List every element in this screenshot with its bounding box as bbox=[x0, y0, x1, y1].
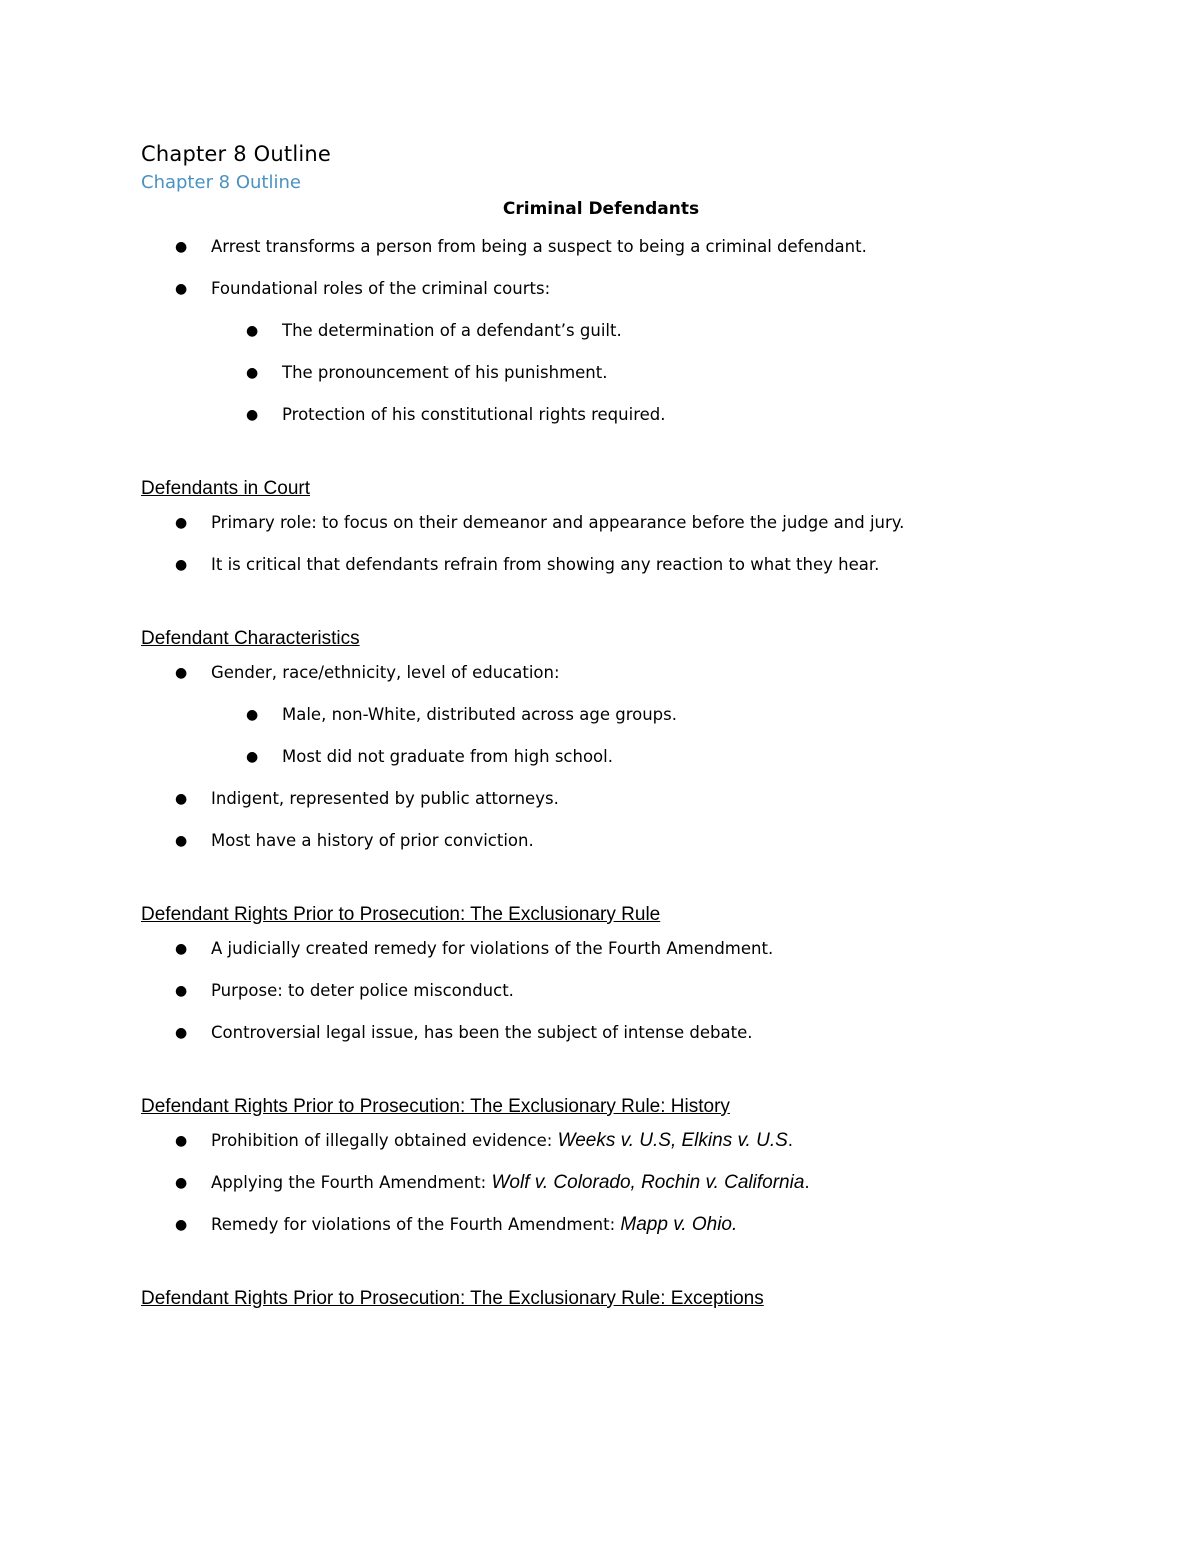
bullet-icon: ● bbox=[175, 665, 188, 681]
sub-list-item: ● Most did not graduate from high school. bbox=[141, 736, 1081, 778]
list-item: ● Controversial legal issue, has been the subject of intense debate. bbox=[141, 1012, 1081, 1054]
intro-sublist bbox=[141, 310, 1081, 436]
bullet-icon: ● bbox=[175, 941, 188, 957]
bullet-icon: ● bbox=[175, 557, 188, 573]
bullet-icon: ● bbox=[175, 239, 188, 255]
characteristics-list-continued bbox=[141, 778, 1081, 862]
exclusionary-rule-list bbox=[141, 928, 1081, 1054]
bullet-icon: ● bbox=[175, 1175, 188, 1191]
case-citation: Wolf v. Colorado, Rochin v. California bbox=[491, 1172, 805, 1193]
list-item: ● Applying the Fourth Amendment: Wolf v. Colorado, Rochin v. California. bbox=[141, 1162, 1081, 1204]
section-heading-exclusionary-rule: Defendant Rights Prior to Prosecution: The Exclusionary Rule bbox=[141, 904, 661, 925]
document-page bbox=[141, 138, 1081, 1312]
case-citation: Mapp v. Ohio. bbox=[620, 1214, 738, 1235]
list-item: ● Foundational roles of the criminal courts: bbox=[141, 268, 1081, 310]
history-list bbox=[141, 1120, 1081, 1246]
list-item: ● Most have a history of prior conviction. bbox=[141, 820, 1081, 862]
intro-list bbox=[141, 226, 1081, 310]
characteristics-list bbox=[141, 652, 1081, 694]
section-heading-defendants-in-court: Defendants in Court bbox=[141, 478, 310, 499]
list-item: ● Prohibition of illegally obtained evidence: Weeks v. U.S, Elkins v. U.S. bbox=[141, 1120, 1081, 1162]
bullet-icon: ● bbox=[175, 1133, 188, 1149]
bullet-icon: ● bbox=[246, 323, 259, 339]
bullet-icon: ● bbox=[175, 791, 188, 807]
list-item: ● Remedy for violations of the Fourth Amendment: Mapp v. Ohio. bbox=[141, 1204, 1081, 1246]
main-heading: Criminal Defendants bbox=[502, 199, 700, 219]
document-title: Chapter 8 Outline bbox=[141, 142, 332, 166]
section-heading-exclusionary-rule-history: Defendant Rights Prior to Prosecution: The Exclusionary Rule: History bbox=[141, 1096, 730, 1117]
list-item: ● Purpose: to deter police misconduct. bbox=[141, 970, 1081, 1012]
list-item: ● Indigent, represented by public attorneys. bbox=[141, 778, 1081, 820]
defendants-in-court-list bbox=[141, 502, 1081, 586]
bullet-icon: ● bbox=[246, 407, 259, 423]
case-citation: Weeks v. U.S, Elkins v. U.S bbox=[557, 1130, 788, 1151]
bullet-icon: ● bbox=[175, 281, 188, 297]
list-item: ● Arrest transforms a person from being a suspect to being a criminal defendant. bbox=[141, 226, 1081, 268]
section-heading-defendant-characteristics: Defendant Characteristics bbox=[141, 628, 360, 649]
list-item: ● A judicially created remedy for violations of the Fourth Amendment. bbox=[141, 928, 1081, 970]
list-item: ● Gender, race/ethnicity, level of education: bbox=[141, 652, 1081, 694]
list-item: ● Primary role: to focus on their demeanor and appearance before the judge and jury. bbox=[141, 502, 1081, 544]
bullet-icon: ● bbox=[175, 833, 188, 849]
list-item: ● It is critical that defendants refrain from showing any reaction to what they hear. bbox=[141, 544, 1081, 586]
bullet-icon: ● bbox=[175, 515, 188, 531]
bullet-icon: ● bbox=[246, 749, 259, 765]
sub-list-item: ● Protection of his constitutional rights required. bbox=[141, 394, 1081, 436]
bullet-icon: ● bbox=[246, 365, 259, 381]
sub-list-item: ● The pronouncement of his punishment. bbox=[141, 352, 1081, 394]
section-heading-exclusionary-rule-exceptions: Defendant Rights Prior to Prosecution: The Exclusionary Rule: Exceptions bbox=[141, 1288, 764, 1309]
sub-list-item: ● Male, non-White, distributed across age groups. bbox=[141, 694, 1081, 736]
bullet-icon: ● bbox=[175, 1025, 188, 1041]
bullet-icon: ● bbox=[175, 983, 188, 999]
bullet-icon: ● bbox=[175, 1217, 188, 1233]
bullet-icon: ● bbox=[246, 707, 259, 723]
document-subtitle: Chapter 8 Outline bbox=[141, 172, 301, 193]
sub-list-item: ● The determination of a defendant’s guilt. bbox=[141, 310, 1081, 352]
characteristics-sublist bbox=[141, 694, 1081, 778]
